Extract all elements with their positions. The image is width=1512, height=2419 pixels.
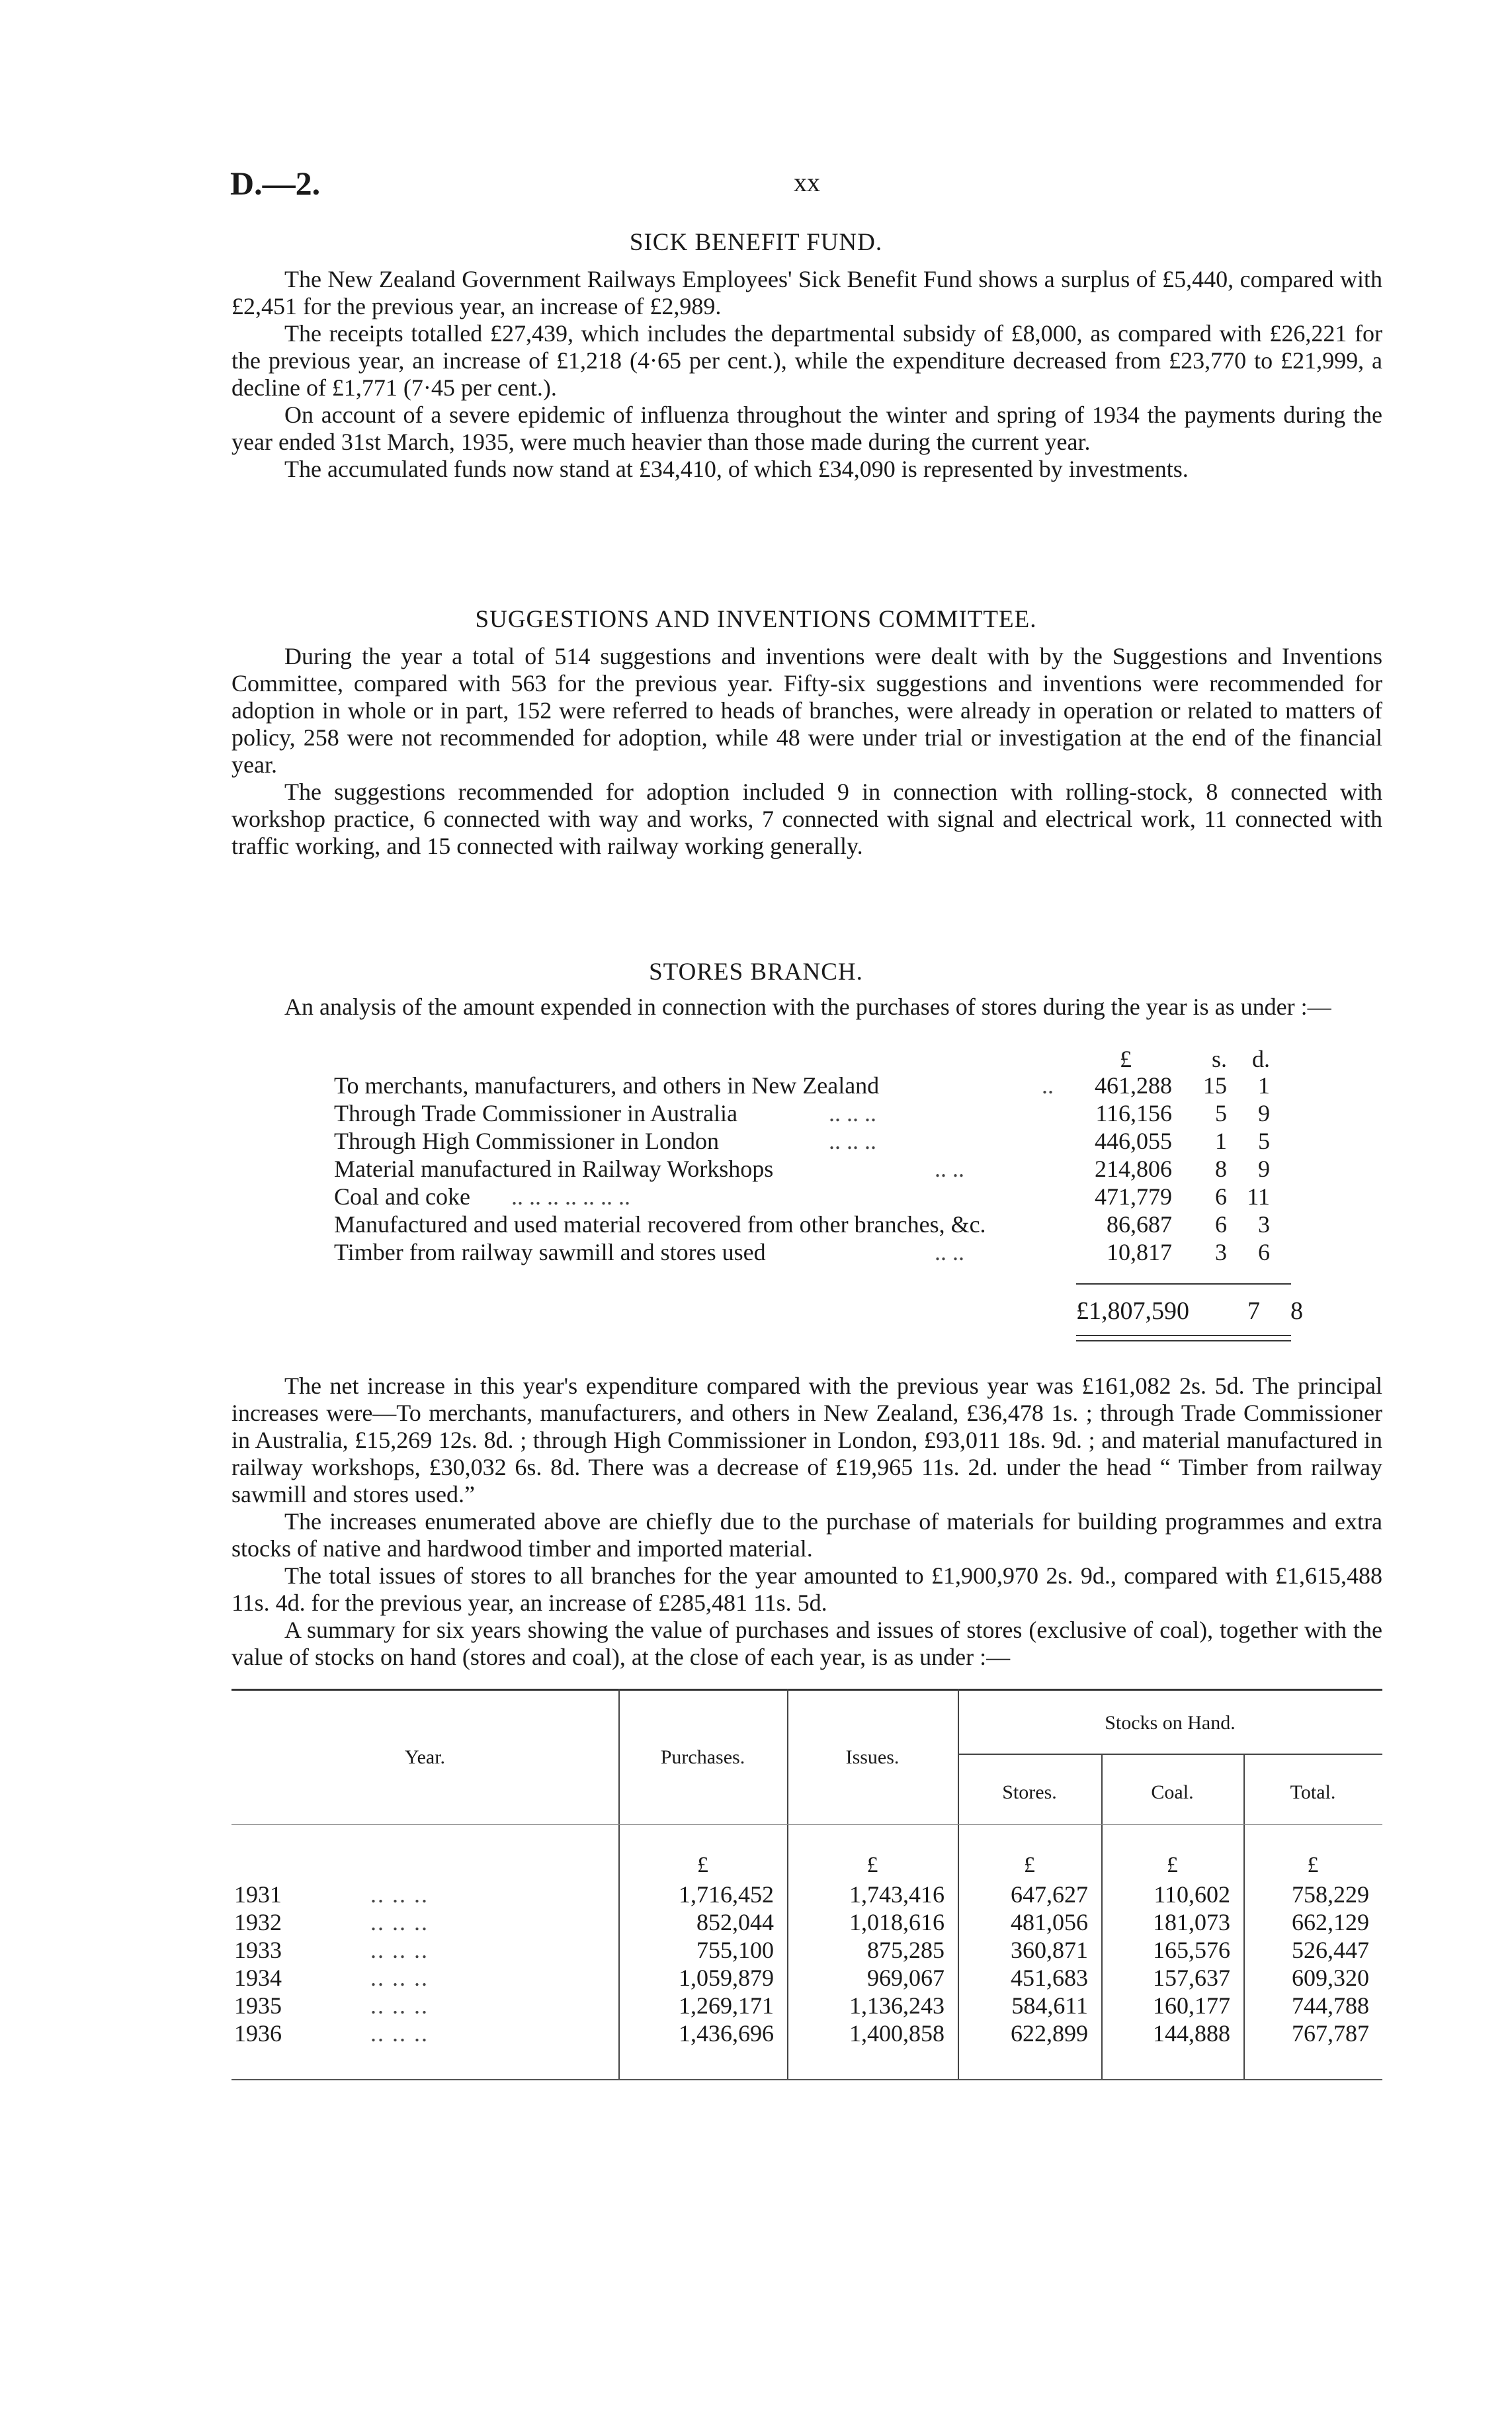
cell-year: 1933 [234,1937,282,1963]
paragraph: An analysis of the amount expended in connection with the purchases of stores during the year is as under :— [284,994,1331,1020]
cell-coal: 181,073 [1153,1909,1230,1935]
header-year: Year. [404,1746,446,1768]
cell-stores: 451,683 [1011,1965,1088,1991]
header-stocks-on-hand: Stocks on Hand. [1105,1712,1236,1734]
cell-coal: 165,576 [1153,1937,1230,1963]
total-rule [1076,1283,1291,1285]
cell-issues: 969,067 [867,1965,945,1991]
paragraph: The suggestions recommended for adoption included 9 in connection with rolling-stock, 8 connected with workshop practice, 6 connected with way and works, 7 connected with signal and electrical work, 11 connected with traffic working, and 15 connected with railway working generally. [231,779,1382,859]
suggestions-body [231,643,1382,860]
page-number: xx [794,167,820,197]
purchase-pounds: 214,806 [1095,1156,1172,1182]
total-shillings: 7 [1247,1297,1260,1325]
paragraph: During the year a total of 514 suggestions and inventions were dealt with by the Suggestions and Inventions Committee, compared with 563 for the previous year. Fifty-six suggestions and inventions were recommended for adoption in whole or in part, 152 were referred to heads of branches, were already in operation or related to matters of policy, 258 were not recommended for adoption, while 48 were under trial or investigation at the end of the financial year. [231,643,1382,778]
header-total: Total. [1290,1781,1336,1803]
unit-purchases: £ [697,1853,708,1877]
paragraph: A summary for six years showing the value of purchases and issues of stores (exclusive of coal), together with the value of stocks on hand (stores and coal), at the close of each year, is as under :— [231,1617,1382,1670]
cell-issues: 1,136,243 [849,1992,945,2019]
total-double-rule [1076,1335,1291,1341]
leader-dots: .. .. .. .. .. .. .. [511,1183,630,1210]
sick-benefit-title: SICK BENEFIT FUND. [629,229,883,256]
paragraph: The receipts totalled £27,439, which includes the departmental subsidy of £8,000, as compared with £26,221 for the previous year, an increase of £1,218 (4·65 per cent.), while the expenditure decreased from £23,770 to £21,999, a decline of £1,771 (7·45 per cent.). [231,320,1382,401]
table-top-rule [231,1689,1382,1691]
stores-body [231,1373,1382,1671]
purchase-pounds: 446,055 [1095,1128,1172,1154]
purchases-list [334,1045,1313,1266]
cell-coal: 144,888 [1153,2020,1230,2047]
cell-purchases: 852,044 [696,1909,774,1935]
cell-stores: 584,611 [1011,1992,1088,2019]
table-row [231,1908,1382,1936]
table-row [231,1936,1382,1964]
leader-dots: .. .. .. [370,2020,429,2047]
cell-purchases: 1,436,696 [679,2020,774,2047]
purchase-pounds: 116,156 [1095,1100,1172,1126]
cell-year: 1936 [234,2020,282,2047]
purchase-pence: 6 [1258,1239,1270,1265]
purchase-pounds: 471,779 [1095,1183,1172,1210]
purchase-pence: 11 [1247,1183,1270,1210]
pence-unit: d. [1252,1046,1270,1072]
unit-total: £ [1307,1853,1319,1877]
cell-purchases: 1,059,879 [679,1965,774,1991]
cell-total: 758,229 [1292,1881,1369,1908]
cell-year: 1931 [234,1881,282,1908]
leader-dots: .. .. [935,1156,964,1182]
cell-total: 609,320 [1292,1965,1369,1991]
cell-stores: 647,627 [1011,1881,1088,1908]
leader-dots: .. .. .. [370,1937,429,1963]
purchase-label: Manufactured and used material recovered from other branches, &c. [334,1211,986,1238]
purchase-pence: 9 [1258,1100,1270,1126]
purchase-shillings: 15 [1203,1072,1227,1099]
paragraph: The net increase in this year's expenditure compared with the previous year was £161,082 2s. 5d. The principal increases were—To merchants, manufacturers, and others in New Zealand, £36,478 1s. ; through Trade Commissioner in Australia, £15,269 12s. 8d. ; through High Commissioner in London, £93,011 18s. 9d. ; and material manufactured in railway workshops, £30,032 6s. 8d. There was a decrease of £19,965 11s. 2d. under the head “ Timber from railway sawmill and stores used.” [231,1373,1382,1507]
paragraph: The total issues of stores to all branches for the year amounted to £1,900,970 2s. 9d., compared with £1,615,488 11s. 4d. for the previous year, an increase of £285,481 11s. 5d. [231,1562,1382,1616]
unit-issues: £ [866,1853,878,1877]
leader-dots: .. .. .. [370,1992,429,2019]
cell-purchases: 1,716,452 [679,1881,774,1908]
purchase-pounds: 86,687 [1107,1211,1172,1238]
purchase-pence: 3 [1258,1211,1270,1238]
cell-stores: 622,899 [1011,2020,1088,2047]
table-bottom-rule [231,2079,1382,2080]
units-row [334,1045,1313,1072]
cell-coal: 157,637 [1153,1965,1230,1991]
cell-total: 526,447 [1292,1937,1369,1963]
cell-issues: 875,285 [867,1937,945,1963]
leader-dots: .. .. [935,1239,964,1265]
table-row [231,1964,1382,1992]
purchase-label: Through Trade Commissioner in Australia [334,1100,737,1126]
purchase-row [334,1127,1313,1155]
cell-purchases: 755,100 [696,1937,774,1963]
paragraph: On account of a severe epidemic of influenza throughout the winter and spring of 1934 the payments during the year ended 31st March, 1935, were much heavier than those made during the current year. [231,402,1382,455]
suggestions-title: SUGGESTIONS AND INVENTIONS COMMITTEE. [475,606,1037,633]
cell-stores: 360,871 [1011,1937,1088,1963]
cell-year: 1932 [234,1909,282,1935]
header-stores: Stores. [1002,1781,1057,1803]
sick-benefit-body [231,266,1382,483]
purchase-shillings: 1 [1215,1128,1227,1154]
cell-issues: 1,743,416 [849,1881,945,1908]
purchase-row [334,1238,1313,1266]
purchase-label: Timber from railway sawmill and stores used [334,1239,766,1265]
purchase-label: Material manufactured in Railway Workshops [334,1156,774,1182]
purchase-row [334,1210,1313,1238]
header-coal: Coal. [1151,1781,1194,1803]
purchase-row [334,1155,1313,1183]
header-issues: Issues. [845,1746,900,1768]
pounds-unit: £ [1120,1046,1132,1072]
stores-intro [231,994,1382,1021]
cell-issues: 1,400,858 [849,2020,945,2047]
purchase-shillings: 6 [1215,1211,1227,1238]
total-pounds: £1,807,590 [1076,1297,1189,1325]
header-bottom-rule [231,1824,1382,1825]
document-reference: D.—2. [230,165,321,202]
table-row [231,1992,1382,2019]
unit-coal: £ [1167,1853,1178,1877]
purchase-shillings: 5 [1215,1100,1227,1126]
leader-dots: .. [1042,1072,1054,1099]
purchase-label: To merchants, manufacturers, and others in New Zealand [334,1072,880,1099]
purchase-shillings: 3 [1215,1239,1227,1265]
table-row [231,1881,1382,1908]
purchase-label: Coal and coke [334,1183,470,1210]
purchase-pence: 9 [1258,1156,1270,1182]
paragraph: The New Zealand Government Railways Employees' Sick Benefit Fund shows a surplus of £5,440, compared with £2,451 for the previous year, an increase of £2,989. [231,266,1382,319]
cell-year: 1935 [234,1992,282,2019]
purchase-pounds: 461,288 [1095,1072,1172,1099]
stores-title: STORES BRANCH. [649,958,863,986]
cell-year: 1934 [234,1965,282,1991]
cell-total: 767,787 [1292,2020,1369,2047]
table-row [231,2019,1382,2047]
cell-issues: 1,018,616 [849,1909,945,1935]
leader-dots: .. .. .. [829,1128,876,1154]
paragraph: The increases enumerated above are chiefly due to the purchase of materials for building programmes and extra stocks of native and hardwood timber and imported material. [231,1508,1382,1562]
leader-dots: .. .. .. [370,1881,429,1908]
cell-stores: 481,056 [1011,1909,1088,1935]
cell-coal: 160,177 [1153,1992,1230,2019]
leader-dots: .. .. .. [370,1909,429,1935]
purchase-pounds: 10,817 [1107,1239,1172,1265]
purchase-row [334,1072,1313,1099]
total-pence: 8 [1290,1297,1303,1325]
shillings-unit: s. [1211,1046,1227,1072]
leader-dots: .. .. .. [829,1100,876,1126]
purchase-shillings: 8 [1215,1156,1227,1182]
unit-stores: £ [1024,1853,1035,1877]
cell-total: 744,788 [1292,1992,1369,2019]
paragraph: The accumulated funds now stand at £34,410, of which £34,090 is represented by investments. [284,456,1189,482]
purchase-row [334,1099,1313,1127]
purchase-label: Through High Commissioner in London [334,1128,719,1154]
cell-total: 662,129 [1292,1909,1369,1935]
purchase-shillings: 6 [1215,1183,1227,1210]
purchase-pence: 5 [1258,1128,1270,1154]
cell-coal: 110,602 [1154,1881,1230,1908]
purchase-pence: 1 [1258,1072,1270,1099]
purchase-row [334,1183,1313,1210]
cell-purchases: 1,269,171 [679,1992,774,2019]
stocks-subheader-rule [958,1754,1382,1755]
leader-dots: .. .. .. [370,1965,429,1991]
header-purchases: Purchases. [660,1746,745,1768]
